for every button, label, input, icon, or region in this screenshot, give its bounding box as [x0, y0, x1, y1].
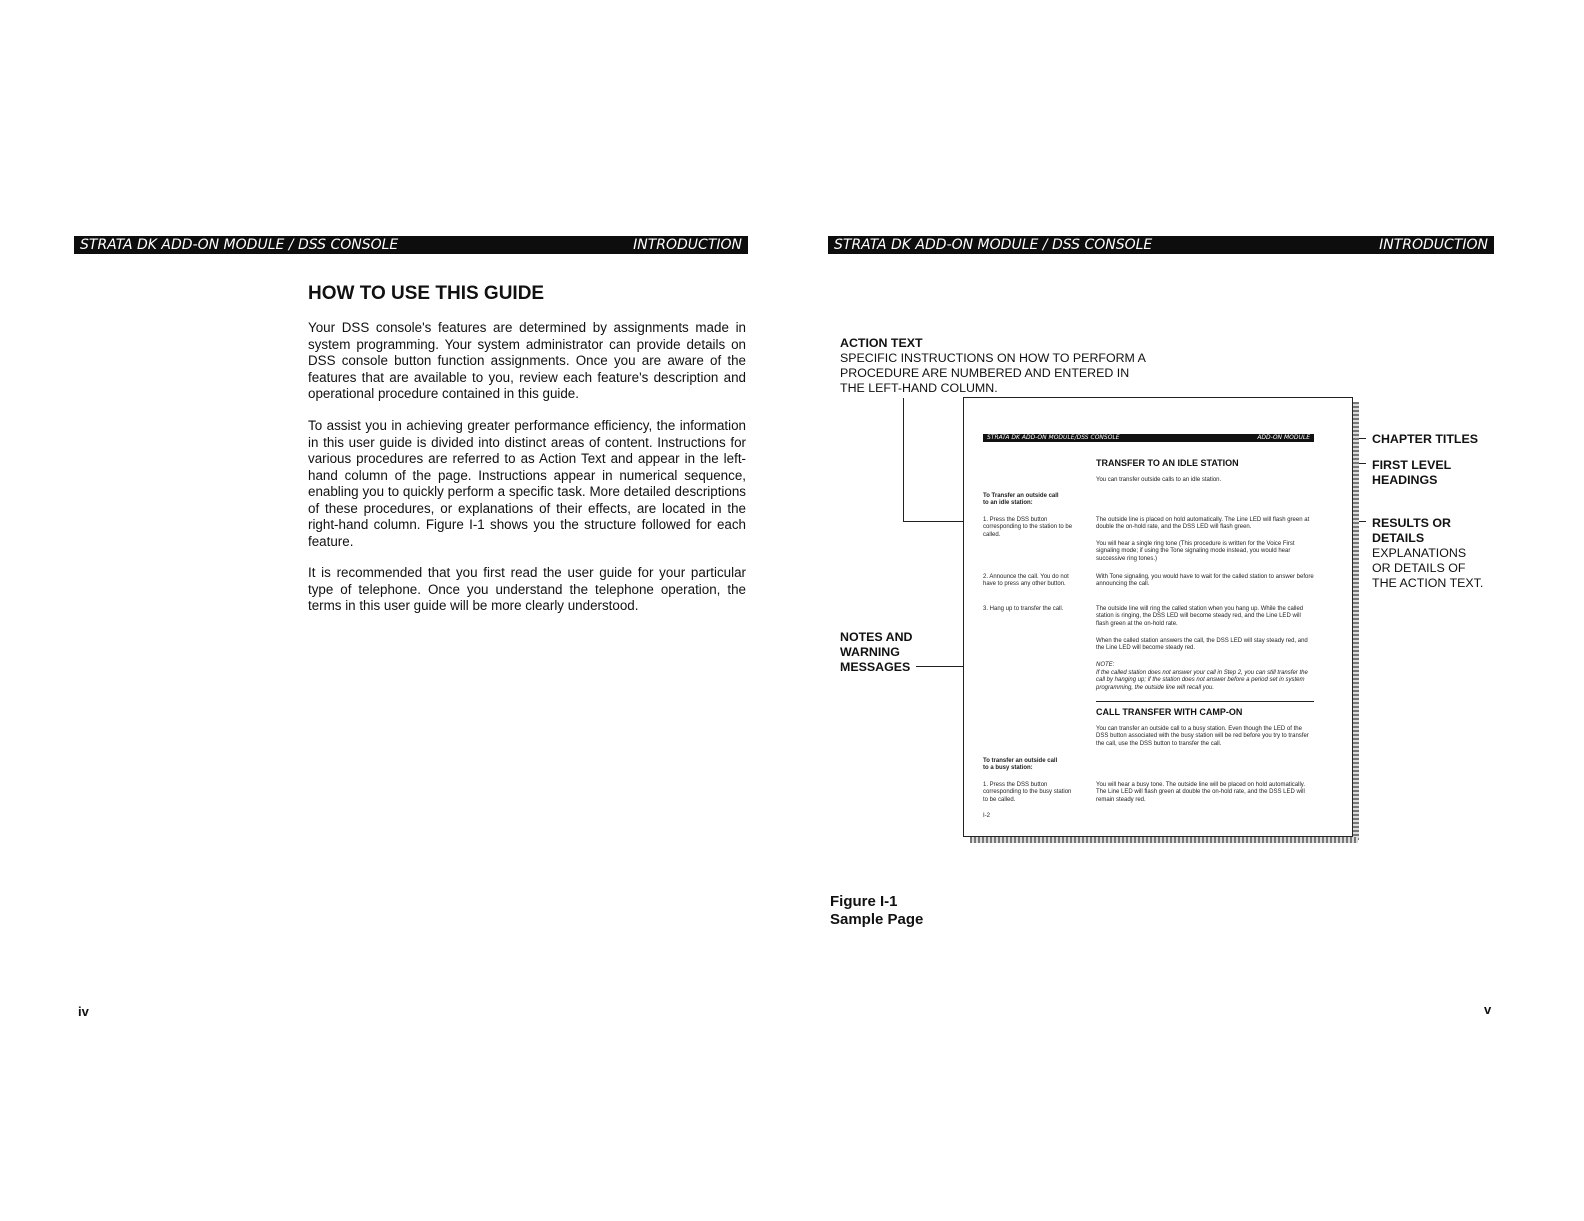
sample-result-4: When the called station answers the call, the DSS LED will stay steady red, and the Line LED will become steady red.: [1096, 638, 1308, 652]
right-page-number: v: [1484, 1002, 1492, 1017]
sample-header-title: STRATA DK ADD-ON MODULE/DSS CONSOLE: [987, 434, 1120, 441]
results-line-5: THE ACTION TEXT.: [1372, 576, 1484, 590]
intro-paragraph-1: Your DSS console's features are determined by assignments made in system programming. Your system administrator can provide details on DSS console button function assignments. Once you are aware of the features that are available to you, review each feature's description and operational procedure contained in this guide.: [308, 320, 746, 401]
chapter-titles-callout: CHAPTER TITLES: [1372, 432, 1479, 446]
figure-caption: [830, 893, 923, 929]
sample-note-label: NOTE:: [1096, 662, 1115, 668]
left-header-title: STRATA DK ADD-ON MODULE / DSS CONSOLE: [80, 237, 399, 253]
figure-title: Sample Page: [830, 911, 924, 928]
sample-step-1: 1. Press the DSS button corresponding to the station to be called.: [983, 517, 1073, 538]
sample-result-5: You will hear a busy tone. The outside line will be placed on hold automatically. The Line LED will flash green at double the on-hold rate, and the DSS LED will remain steady red.: [1096, 782, 1306, 803]
figure-label: Figure I-1: [830, 893, 898, 910]
first-level-line-1: FIRST LEVEL: [1372, 458, 1452, 472]
results-line-4: OR DETAILS OF: [1372, 561, 1466, 575]
action-text-line-1: SPECIFIC INSTRUCTIONS ON HOW TO PERFORM A: [840, 351, 1146, 365]
sample-step-2: 2. Announce the call. You do not have to press any other button.: [983, 574, 1069, 588]
sample-edge-shadow: [1353, 402, 1359, 840]
notes-warning-label: [840, 630, 913, 675]
results-details-callout: [1372, 516, 1483, 591]
intro-paragraph-3: It is recommended that you first read the user guide for your particular type of telephone. Once you understand the telephone operation, the terms in this user guide will be more clearly understood.: [308, 565, 746, 613]
sample-step-4: 1. Press the DSS button corresponding to the busy station to be called.: [983, 782, 1072, 803]
sample-bottom-shadow: [970, 837, 1358, 843]
results-line-3: EXPLANATIONS: [1372, 546, 1467, 560]
sample-note-text: If the called station does not answer your call in Step 2, you can still transfer the call by hanging up; if the station does not answer before a period set in system programming, the outside line will recall you.: [1096, 670, 1308, 691]
page-title: HOW TO USE THIS GUIDE: [308, 283, 545, 304]
action-text-title: ACTION TEXT: [840, 336, 923, 350]
sample-heading-1: TRANSFER TO AN IDLE STATION: [1096, 458, 1239, 468]
sample-heading-2: CALL TRANSFER WITH CAMP-ON: [1096, 707, 1243, 717]
sample-header-bar: [983, 434, 1314, 442]
right-header-section: INTRODUCTION: [1379, 237, 1488, 253]
sample-result-1b: You will hear a single ring tone (This procedure is written for the Voice First signaling mode; if using the Tone signaling mode instead, you would hear successive ring tones.): [1096, 541, 1295, 562]
sample-result-1a: The outside line is placed on hold automatically. The Line LED will flash green at double the on-hold rate, and the DSS LED will flash green.: [1096, 517, 1310, 531]
sample-action-title-2: To transfer an outside call to a busy station:: [983, 758, 1058, 772]
sample-intro-2: You can transfer an outside call to a busy station. Even though the LED of the DSS button associated with the busy station will be red before you try to transfer the call, use the DSS button to transfer the call.: [1096, 726, 1309, 747]
first-level-headings-callout: [1372, 458, 1451, 488]
sample-section-rule: [1096, 701, 1314, 702]
left-header-section: INTRODUCTION: [633, 237, 742, 253]
action-text-label: [840, 336, 1146, 396]
right-header-title: STRATA DK ADD-ON MODULE / DSS CONSOLE: [834, 237, 1153, 253]
results-line-1: RESULTS OR: [1372, 516, 1451, 530]
sample-header-section: ADD-ON MODULE: [1257, 434, 1310, 441]
action-text-line-2: PROCEDURE ARE NUMBERED AND ENTERED IN: [840, 366, 1130, 380]
right-header-bar: [828, 236, 1494, 254]
sample-result-3: The outside line will ring the called station when you hang up. While the called station is ringing, the DSS LED will become steady red, and the Line LED will flash green at the on-hold rate.: [1096, 606, 1304, 627]
results-line-2: DETAILS: [1372, 531, 1425, 545]
intro-paragraph-2: To assist you in achieving greater performance efficiency, the information in this user guide is divided into distinct areas of content. Instructions for various procedures are referred to as Action Text and appear in the left-hand column of the page. Instructions appear in numerical sequence, enabling you to quickly perform a specific task. More detailed descriptions of these procedures, or explanations of their effects, are located in the right-hand column. Figure I-1 shows you the structure followed for each feature.: [308, 418, 746, 549]
notes-line-3: MESSAGES: [840, 660, 911, 674]
sample-result-2: With Tone signaling, you would have to wait for the called station to answer before announcing the call.: [1096, 574, 1314, 588]
notes-line-1: NOTES AND: [840, 630, 913, 644]
sample-step-3: 3. Hang up to transfer the call.: [983, 606, 1064, 612]
notes-line-2: WARNING: [840, 645, 900, 659]
left-page-number: iv: [78, 1004, 89, 1019]
sample-intro-1: You can transfer outside calls to an idle station.: [1096, 477, 1222, 483]
action-text-line-3: THE LEFT-HAND COLUMN.: [840, 381, 998, 395]
first-level-line-2: HEADINGS: [1372, 473, 1438, 487]
sample-action-title-1: To Transfer an outside call to an idle station:: [983, 493, 1059, 507]
left-header-bar: [74, 236, 748, 254]
sample-page-number: I-2: [983, 813, 991, 819]
action-text-leader-vertical: [903, 398, 904, 522]
